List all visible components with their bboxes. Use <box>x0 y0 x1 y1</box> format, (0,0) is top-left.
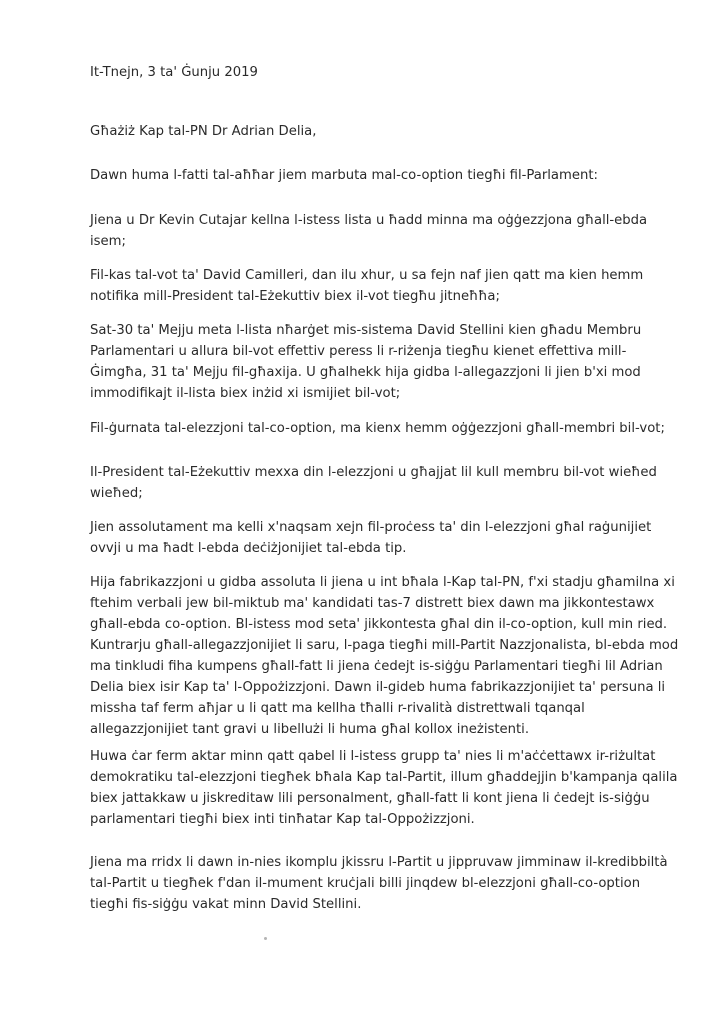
paragraph-no-involvement: Jien assolutament ma kelli x'naqsam xejn fil-proċess ta' din l-elezzjoni għal raġunijiet ovvji u ma ħadt l-ebda deċiżjonijiet tal-ebda tip. <box>90 520 652 556</box>
paragraph-campaign: Huwa ċar ferm aktar minn qatt qabel li l-istess grupp ta' nies li m'aċċettawx ir-riżultat demokratiku tal-elezzjoni tiegħek bħala Kap tal-Partit, illum għaddejjin b'kampanja qalila biex jattakkaw u jiskreditaw lili personalment, għall-fatt li kont jiena li ċedejt is-siġġu parlamentari tiegħi biex inti tinħatar Kap tal-Oppożizzjoni. <box>90 749 678 827</box>
paragraph-stellini-resignation: Sat-30 ta' Mejju meta l-lista nħarġet mis-sistema David Stellini kien għadu Membru Parlamentari u allura bil-vot effettiv peress li r-riżenja tiegħu kienet effettiva mill-Ġimgħa, 31 ta' Mejju fil-għaxija. U għalhekk hija gidba l-allegazzjoni li jien b'xi mod immodifikajt il-lista biex inżid xi ismijiet bil-vot; <box>90 323 642 401</box>
letter-salutation: Għażiż Kap tal-PN Dr Adrian Delia, <box>90 124 317 139</box>
letter-date: It-Tnejn, 3 ta' Ġunju 2019 <box>90 65 258 80</box>
paragraph-intro: Dawn huma l-fatti tal-aħħar jiem marbuta mal-co-option tiegħi fil-Parlament: <box>90 168 598 183</box>
paragraph-fabrication: Hija fabrikazzjoni u gidba assoluta li jiena u int bħala l-Kap tal-PN, f'xi stadju għamilna xi ftehim verbali jew bil-miktub ma' kandidati tas-7 distrett biex dawn ma jikkontestawx għall-ebda co-option. Bl-istess mod seta' jikkontesta għal din il-co-option, kull min ried. Kuntrarju għall-allegazzjonijiet li saru, l-paga tiegħi mill-Partit Nazzjonalista, bl-ebda mod ma tinkludi fiha kumpens għall-fatt li jiena ċedejt is-siġġu Parlamentari tiegħi lil Adrian Delia biex isir Kap ta' l-Oppożizzjoni. Dawn il-gideb huma fabrikazzjonijiet ta' persuna li missha taf ferm aħjar u li qatt ma kellha tħalli r-rivalità distrettwali tqanqal allegazzjonijiet tant gravi u libellużi li huma għal kollox ineżistenti. <box>90 575 679 737</box>
paragraph-closing: Jiena ma rridx li dawn in-nies ikomplu jkissru l-Partit u jippruvaw jimminaw il-kredibbiltà tal-Partit u tiegħek f'dan il-mument kruċjali billi jinqdew bl-elezzjoni għall-co-option tiegħi fis-siġġu vakat minn David Stellini. <box>90 855 668 912</box>
paragraph-same-list: Jiena u Dr Kevin Cutajar kellna l-istess lista u ħadd minna ma oġġezzjona għall-ebda isem; <box>90 213 648 249</box>
paragraph-camilleri-vote: Fil-kas tal-vot ta' David Camilleri, dan ilu xhur, u sa fejn naf jien qatt ma kien hemm notifika mill-President tal-Eżekuttiv biex il-vot tiegħu jitneħħa; <box>90 268 644 304</box>
scan-speck <box>264 937 267 940</box>
paragraph-election-day: Fil-ġurnata tal-elezzjoni tal-co-option, ma kienx hemm oġġezzjoni għall-membri bil-vot; <box>90 421 665 436</box>
paragraph-president-executive: Il-President tal-Eżekuttiv mexxa din l-elezzjoni u għajjat lil kull membru bil-vot wieħed wieħed; <box>90 465 657 501</box>
